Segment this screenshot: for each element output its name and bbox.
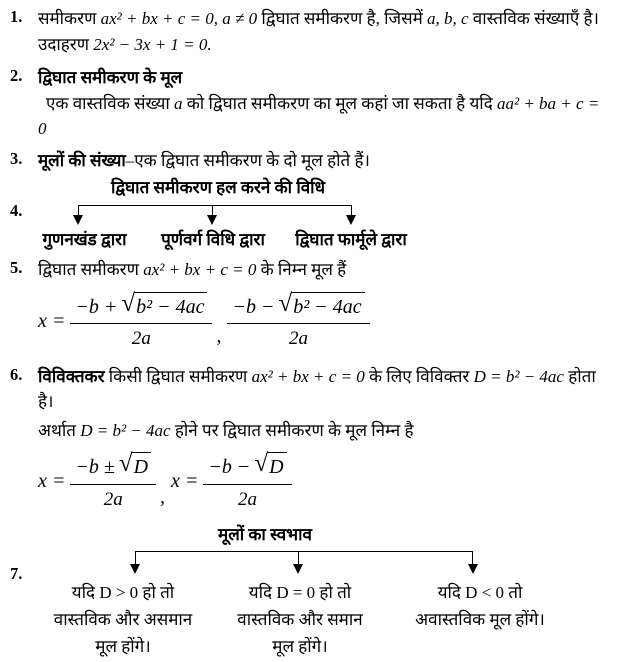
item-3: [10, 148, 605, 174]
case-line: यदि D < 0 तो: [437, 583, 523, 602]
fraction-numerator: [70, 289, 212, 325]
branch-label: पूर्णवर्ग विधि द्वारा: [161, 230, 265, 249]
square-root: [121, 289, 207, 321]
arrow-down-icon: [468, 564, 478, 574]
text-segment: अर्थात: [38, 420, 81, 440]
inline-math: aa² + ba + c = 0: [38, 93, 600, 138]
square-root: [254, 452, 286, 481]
term-heading: विविक्तकर: [38, 366, 105, 386]
fraction-numerator: [70, 452, 156, 485]
radical-sign: √: [121, 289, 136, 317]
fraction-numerator: [203, 452, 291, 485]
case-line: यदि D = 0 हो तो: [248, 583, 352, 602]
text-segment: समीकरण: [38, 9, 101, 28]
formula-lhs: x =: [171, 470, 199, 493]
case-column-d-zero: [206, 579, 394, 660]
case-line: वास्तविक और असमान: [53, 610, 193, 629]
case-line: मूल होंगे।: [272, 637, 328, 656]
quadratic-roots-formula: [38, 289, 605, 352]
comma-separator: ,: [216, 325, 222, 347]
inline-math: ax² + bx + c = 0: [143, 260, 257, 279]
text-segment: होता है।: [38, 366, 596, 411]
numerator-prefix: −b −: [208, 456, 251, 478]
branch-label: गुणनखंड द्वारा: [42, 230, 127, 249]
solving-methods-diagram: [10, 175, 605, 253]
discriminant-roots-formula: [38, 452, 605, 512]
formula-lhs: x =: [38, 309, 66, 332]
fraction: [70, 289, 212, 352]
radicand: b² − 4ac: [291, 292, 364, 321]
text-segment: द्विघात समीकरण है, जिसमें: [257, 9, 427, 28]
inline-math: D = b² − 4ac: [80, 420, 171, 440]
item-number: 6.: [10, 364, 23, 384]
fraction-denominator: 2a: [103, 488, 123, 510]
text-segment: –एक द्विघात समीकरण के दो मूल होते हैं।: [125, 150, 370, 170]
text-segment: के निम्न मूल हैं: [256, 260, 347, 279]
text-segment: को द्विघात समीकरण का मूल कहां जा सकता है यदि: [182, 93, 497, 113]
diagram-title: द्विघात समीकरण हल करने की विधि: [110, 178, 326, 197]
item-1: [10, 6, 605, 57]
fraction-denominator: 2a: [131, 328, 151, 349]
square-root: [278, 289, 364, 321]
item-6: [10, 364, 605, 523]
text-segment: किसी द्विघात समीकरण: [104, 366, 252, 386]
item-5: [10, 257, 605, 362]
item-6-text: [38, 364, 605, 523]
item-number: 4.: [10, 201, 23, 220]
radical-sign: √: [254, 450, 269, 477]
radical-sign: √: [118, 450, 133, 477]
text-segment: एक वास्तविक संख्या: [46, 93, 174, 113]
radicand: D: [132, 452, 151, 481]
square-root: [119, 452, 151, 481]
item-number: 3.: [10, 148, 23, 168]
case-line: अवास्तविक मूल होंगे।: [415, 610, 545, 629]
fraction: [70, 452, 156, 512]
inline-math: D = b² − 4ac: [473, 366, 564, 386]
inline-math: 2x² − 3x + 1 = 0.: [93, 34, 212, 54]
item-6-paragraph-1: [38, 364, 605, 415]
case-column-d-positive: [28, 579, 218, 660]
item-number: 1.: [10, 7, 23, 26]
arrow-down-icon: [346, 215, 356, 225]
item-1-text: [38, 6, 605, 57]
inline-math: ax² + bx + c = 0: [251, 366, 365, 386]
item-2: [10, 65, 605, 142]
item-number: 5.: [10, 258, 23, 277]
case-column-d-negative: [382, 579, 578, 633]
inline-math: a, b, c: [427, 9, 469, 28]
numerator-prefix: −b ±: [75, 456, 115, 478]
inline-math: a: [173, 93, 183, 113]
numerator-prefix: −b −: [232, 295, 275, 318]
comma-separator: ,: [160, 485, 166, 508]
fraction-denominator: 2a: [289, 328, 309, 349]
fraction: [227, 289, 369, 352]
branch-label: द्विघात फार्मूले द्वारा: [295, 230, 407, 249]
fraction: [203, 452, 291, 512]
text-segment: के लिए विविक्तर: [364, 366, 474, 386]
item-5-text: [38, 257, 605, 362]
case-line: वास्तविक और समान: [237, 610, 363, 629]
text-segment: होने पर द्विघात समीकरण के मूल निम्न है: [170, 420, 414, 440]
arrow-down-icon: [130, 564, 140, 574]
radicand: b² − 4ac: [134, 292, 207, 321]
branch-connector-line: [135, 551, 473, 564]
fraction-numerator: [227, 289, 369, 325]
fraction-denominator: 2a: [238, 488, 258, 510]
branch-connector-line: [78, 205, 352, 215]
item-number: 2.: [10, 66, 23, 85]
branch-stem-line: [212, 205, 213, 215]
arrow-down-icon: [73, 215, 83, 225]
item-2-paragraph: [38, 91, 605, 142]
item-number: 7.: [10, 564, 23, 583]
case-line: यदि D > 0 हो तो: [71, 583, 175, 602]
item-2-text: [38, 65, 605, 142]
numerator-prefix: −b +: [75, 295, 118, 318]
branch-stem-line: [298, 551, 299, 564]
item-6-paragraph-2: [38, 418, 605, 444]
section-heading: मूलों की संख्या: [38, 150, 126, 170]
text-segment: द्विघात समीकरण: [38, 260, 144, 279]
arrow-down-icon: [293, 564, 303, 574]
nature-of-roots-diagram: [10, 522, 605, 662]
section-heading: द्विघात समीकरण के मूल: [38, 68, 183, 87]
case-line: मूल होंगे।: [95, 637, 151, 656]
formula-lhs: x =: [38, 470, 66, 493]
item-3-text: [38, 148, 605, 174]
arrow-down-icon: [207, 215, 217, 225]
radical-sign: √: [278, 289, 293, 317]
text-segment: वास्तविक संख्याएँ है। उदाहरण: [38, 9, 599, 54]
inline-math: ax² + bx + c = 0, a ≠ 0: [100, 9, 258, 28]
diagram-title: मूलों का स्वभाव: [218, 525, 312, 544]
radicand: D: [267, 452, 286, 481]
